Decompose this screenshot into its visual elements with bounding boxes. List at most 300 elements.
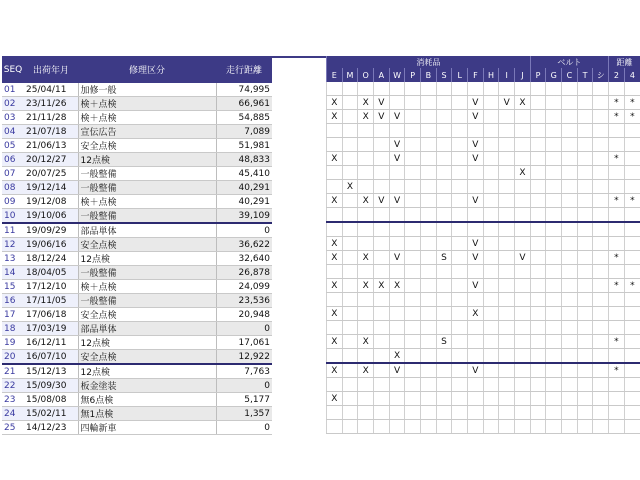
table-row[interactable]	[2, 336, 272, 350]
check-cell	[452, 378, 468, 392]
check-cell	[452, 392, 468, 406]
check-cell	[342, 321, 358, 335]
check-cell	[483, 237, 499, 251]
check-cell: V	[374, 110, 390, 124]
check-cell	[374, 363, 390, 378]
check-cell	[327, 406, 343, 420]
left-header-row	[2, 56, 272, 83]
check-cell	[546, 110, 562, 124]
check-cell	[405, 222, 421, 237]
column-header[interactable]: T	[577, 68, 593, 82]
check-cell: *	[609, 279, 625, 293]
check-cell	[452, 279, 468, 293]
check-cell	[530, 307, 546, 321]
check-cell: V	[389, 194, 405, 208]
check-cell	[593, 237, 609, 251]
check-cell	[421, 251, 437, 265]
check-cell	[389, 124, 405, 138]
check-cell	[609, 237, 625, 251]
check-row	[327, 208, 640, 223]
check-cell	[452, 237, 468, 251]
header-belt: ベルト	[530, 56, 608, 68]
check-cell	[405, 378, 421, 392]
check-cell	[562, 378, 578, 392]
check-cell	[358, 82, 374, 96]
table-row[interactable]	[2, 223, 272, 238]
cell-distance: 12,922	[216, 350, 272, 365]
check-cell	[358, 166, 374, 180]
cell-seq: 12	[2, 238, 24, 252]
check-cell	[358, 321, 374, 335]
check-cell	[358, 237, 374, 251]
check-cell	[374, 180, 390, 194]
column-header[interactable]: 4	[624, 68, 640, 82]
check-cell: X	[327, 392, 343, 406]
column-header[interactable]: P	[405, 68, 421, 82]
check-cell: X	[358, 194, 374, 208]
check-cell	[436, 180, 452, 194]
check-cell	[530, 208, 546, 223]
check-cell	[374, 166, 390, 180]
check-cell	[421, 406, 437, 420]
check-cell	[499, 138, 515, 152]
check-cell	[436, 349, 452, 364]
check-cell	[405, 335, 421, 349]
column-header[interactable]: J	[515, 68, 531, 82]
check-cell	[342, 138, 358, 152]
check-cell	[515, 335, 531, 349]
check-cell	[405, 138, 421, 152]
table-row[interactable]	[2, 393, 272, 407]
cell-seq: 23	[2, 393, 24, 407]
cell-category: 宣伝広告	[78, 125, 216, 139]
right-group-header-row	[327, 56, 640, 68]
check-cell: X	[515, 166, 531, 180]
column-header[interactable]: B	[421, 68, 437, 82]
check-cell	[452, 406, 468, 420]
check-cell	[483, 279, 499, 293]
cell-distance: 5,177	[216, 393, 272, 407]
cell-distance: 17,061	[216, 336, 272, 350]
check-cell	[562, 392, 578, 406]
cell-date: 21/07/18	[24, 125, 78, 139]
check-cell	[405, 349, 421, 364]
check-cell: X	[468, 307, 484, 321]
check-cell: V	[468, 194, 484, 208]
check-cell	[342, 110, 358, 124]
check-cell	[530, 237, 546, 251]
cell-distance: 66,961	[216, 97, 272, 111]
column-header[interactable]: L	[452, 68, 468, 82]
check-cell	[593, 335, 609, 349]
column-header[interactable]: O	[358, 68, 374, 82]
check-cell	[530, 363, 546, 378]
check-cell	[342, 237, 358, 251]
check-cell	[421, 265, 437, 279]
check-cell: X	[358, 279, 374, 293]
check-cell	[530, 378, 546, 392]
check-cell	[562, 110, 578, 124]
check-cell	[374, 378, 390, 392]
table-row[interactable]	[2, 209, 272, 224]
check-cell: *	[609, 96, 625, 110]
check-cell	[389, 420, 405, 434]
check-cell	[452, 251, 468, 265]
check-cell	[546, 378, 562, 392]
check-cell	[436, 152, 452, 166]
check-cell	[389, 406, 405, 420]
check-cell	[358, 208, 374, 223]
check-row	[327, 180, 640, 194]
check-cell	[327, 180, 343, 194]
check-cell: X	[327, 237, 343, 251]
check-cell: V	[468, 110, 484, 124]
check-cell	[546, 251, 562, 265]
table-row[interactable]	[2, 238, 272, 252]
cell-distance: 0	[216, 322, 272, 336]
check-cell	[530, 321, 546, 335]
column-header[interactable]: A	[374, 68, 390, 82]
cell-seq: 14	[2, 266, 24, 280]
check-cell	[421, 194, 437, 208]
check-cell	[499, 293, 515, 307]
table-row[interactable]	[2, 379, 272, 393]
table-row[interactable]	[2, 97, 272, 111]
table-row[interactable]	[2, 280, 272, 294]
check-cell	[609, 307, 625, 321]
check-cell	[327, 208, 343, 223]
check-cell	[499, 279, 515, 293]
table-row[interactable]	[2, 294, 272, 308]
check-cell	[374, 237, 390, 251]
column-header[interactable]: シ	[593, 68, 609, 82]
check-cell	[546, 307, 562, 321]
check-cell	[389, 82, 405, 96]
check-cell	[593, 222, 609, 237]
cell-category: 無1点検	[78, 407, 216, 421]
check-cell	[468, 222, 484, 237]
cell-seq: 04	[2, 125, 24, 139]
check-cell	[593, 420, 609, 434]
check-cell	[374, 349, 390, 364]
check-cell	[562, 349, 578, 364]
check-cell	[483, 321, 499, 335]
column-header[interactable]: H	[483, 68, 499, 82]
check-cell	[389, 378, 405, 392]
check-cell	[483, 194, 499, 208]
table-row[interactable]	[2, 181, 272, 195]
check-cell	[405, 82, 421, 96]
check-cell	[593, 321, 609, 335]
check-cell	[546, 166, 562, 180]
check-cell	[530, 194, 546, 208]
parts-check-table	[326, 56, 640, 434]
table-row[interactable]	[2, 407, 272, 421]
check-cell	[342, 293, 358, 307]
check-cell	[546, 406, 562, 420]
check-cell	[358, 138, 374, 152]
check-cell	[562, 293, 578, 307]
check-cell	[421, 96, 437, 110]
check-cell	[562, 363, 578, 378]
column-header[interactable]: M	[342, 68, 358, 82]
check-cell: V	[468, 138, 484, 152]
check-cell: X	[327, 251, 343, 265]
check-cell: V	[389, 138, 405, 152]
check-cell	[468, 335, 484, 349]
check-cell	[499, 335, 515, 349]
check-cell	[499, 180, 515, 194]
column-header[interactable]: G	[546, 68, 562, 82]
check-cell	[436, 378, 452, 392]
check-cell	[577, 194, 593, 208]
check-cell	[562, 166, 578, 180]
check-cell	[452, 110, 468, 124]
check-cell	[405, 110, 421, 124]
check-cell	[530, 166, 546, 180]
check-cell	[483, 152, 499, 166]
check-row	[327, 279, 640, 293]
check-cell: S	[436, 251, 452, 265]
check-cell	[405, 265, 421, 279]
table-row[interactable]	[2, 364, 272, 379]
check-cell	[609, 124, 625, 138]
check-cell	[546, 420, 562, 434]
check-cell	[452, 349, 468, 364]
check-cell	[546, 349, 562, 364]
column-header[interactable]: F	[468, 68, 484, 82]
check-cell	[562, 208, 578, 223]
cell-seq: 03	[2, 111, 24, 125]
check-cell	[483, 124, 499, 138]
check-cell	[593, 406, 609, 420]
column-header[interactable]: S	[436, 68, 452, 82]
check-cell	[546, 392, 562, 406]
check-cell	[342, 406, 358, 420]
check-cell	[515, 321, 531, 335]
check-cell	[389, 166, 405, 180]
check-cell	[499, 166, 515, 180]
check-cell: X	[327, 96, 343, 110]
check-cell: V	[374, 96, 390, 110]
cell-distance: 39,109	[216, 209, 272, 224]
check-cell	[436, 392, 452, 406]
check-cell	[327, 166, 343, 180]
check-cell	[624, 208, 640, 223]
check-cell	[577, 166, 593, 180]
check-cell	[436, 96, 452, 110]
check-cell	[515, 420, 531, 434]
table-row[interactable]	[2, 111, 272, 125]
check-cell	[624, 363, 640, 378]
check-cell	[562, 222, 578, 237]
check-cell	[342, 96, 358, 110]
header-seq[interactable]: SEQ	[2, 56, 24, 83]
check-cell	[374, 335, 390, 349]
check-cell	[405, 321, 421, 335]
table-row[interactable]	[2, 125, 272, 139]
check-cell	[421, 208, 437, 223]
column-header[interactable]: E	[327, 68, 343, 82]
check-row	[327, 166, 640, 180]
column-header[interactable]: I	[499, 68, 515, 82]
check-cell	[515, 110, 531, 124]
table-row[interactable]	[2, 322, 272, 336]
check-cell	[499, 420, 515, 434]
check-cell	[374, 251, 390, 265]
check-cell	[499, 349, 515, 364]
cell-distance: 40,291	[216, 195, 272, 209]
table-row[interactable]	[2, 252, 272, 266]
column-header[interactable]: W	[389, 68, 405, 82]
table-row[interactable]	[2, 308, 272, 322]
check-cell	[562, 152, 578, 166]
check-cell: V	[468, 363, 484, 378]
table-row[interactable]	[2, 83, 272, 97]
check-cell: *	[609, 110, 625, 124]
table-row[interactable]	[2, 167, 272, 181]
check-cell: X	[358, 363, 374, 378]
check-cell	[577, 124, 593, 138]
cell-seq: 20	[2, 350, 24, 365]
check-cell	[624, 265, 640, 279]
check-cell	[609, 82, 625, 96]
check-row	[327, 363, 640, 378]
check-cell	[593, 265, 609, 279]
check-cell	[577, 335, 593, 349]
check-cell	[358, 406, 374, 420]
cell-seq: 18	[2, 322, 24, 336]
check-cell	[436, 124, 452, 138]
check-cell	[421, 222, 437, 237]
cell-seq: 17	[2, 308, 24, 322]
check-cell	[436, 166, 452, 180]
table-row[interactable]	[2, 266, 272, 280]
check-cell: X	[389, 349, 405, 364]
check-cell	[483, 166, 499, 180]
cell-distance: 40,291	[216, 181, 272, 195]
check-cell	[593, 293, 609, 307]
check-cell	[546, 152, 562, 166]
check-cell	[562, 420, 578, 434]
check-cell	[468, 392, 484, 406]
check-row	[327, 307, 640, 321]
column-header[interactable]: P	[530, 68, 546, 82]
cell-category: 一般整備	[78, 181, 216, 195]
check-cell	[577, 349, 593, 364]
check-cell	[499, 237, 515, 251]
check-cell	[421, 378, 437, 392]
check-cell	[546, 265, 562, 279]
table-row[interactable]	[2, 421, 272, 435]
cell-seq: 22	[2, 379, 24, 393]
header-distance[interactable]: 走行距離	[216, 56, 272, 83]
column-header[interactable]: C	[562, 68, 578, 82]
check-cell	[405, 96, 421, 110]
check-cell: *	[624, 96, 640, 110]
check-cell	[421, 335, 437, 349]
header-distance-group: 距離	[609, 56, 640, 68]
table-row[interactable]	[2, 195, 272, 209]
check-cell	[530, 406, 546, 420]
check-cell: *	[609, 152, 625, 166]
cell-date: 25/04/11	[24, 83, 78, 97]
cell-distance: 74,995	[216, 83, 272, 97]
check-row	[327, 222, 640, 237]
check-cell	[358, 222, 374, 237]
check-cell	[546, 82, 562, 96]
table-row[interactable]	[2, 350, 272, 365]
check-cell	[405, 293, 421, 307]
check-cell: X	[358, 96, 374, 110]
cell-distance: 48,833	[216, 153, 272, 167]
cell-category: 一般整備	[78, 294, 216, 308]
cell-seq: 01	[2, 83, 24, 97]
check-cell: X	[327, 335, 343, 349]
cell-category: 検＋点検	[78, 195, 216, 209]
cell-seq: 15	[2, 280, 24, 294]
table-row[interactable]	[2, 139, 272, 153]
check-cell	[327, 378, 343, 392]
cell-category: 安全点検	[78, 308, 216, 322]
check-row	[327, 82, 640, 96]
check-cell	[436, 307, 452, 321]
check-cell	[405, 208, 421, 223]
cell-category: 無6点検	[78, 393, 216, 407]
check-cell	[483, 96, 499, 110]
cell-seq: 05	[2, 139, 24, 153]
check-cell	[342, 420, 358, 434]
cell-category: 検＋点検	[78, 280, 216, 294]
column-header[interactable]: 2	[609, 68, 625, 82]
check-cell	[452, 124, 468, 138]
cell-seq: 11	[2, 223, 24, 238]
check-cell	[374, 82, 390, 96]
cell-date: 19/12/08	[24, 195, 78, 209]
header-category[interactable]: 修理区分	[78, 56, 216, 83]
cell-distance: 1,357	[216, 407, 272, 421]
check-cell	[515, 194, 531, 208]
check-cell	[546, 124, 562, 138]
check-cell	[421, 82, 437, 96]
check-row	[327, 152, 640, 166]
check-cell	[546, 293, 562, 307]
table-row[interactable]	[2, 153, 272, 167]
check-cell	[515, 349, 531, 364]
check-cell	[530, 251, 546, 265]
check-cell	[389, 293, 405, 307]
check-cell: *	[609, 335, 625, 349]
check-cell	[530, 349, 546, 364]
check-row	[327, 237, 640, 251]
check-cell	[342, 279, 358, 293]
check-cell	[499, 321, 515, 335]
check-cell	[358, 293, 374, 307]
check-cell	[499, 194, 515, 208]
check-cell	[530, 392, 546, 406]
check-row	[327, 335, 640, 349]
check-cell	[624, 321, 640, 335]
check-cell	[342, 349, 358, 364]
check-cell: V	[389, 152, 405, 166]
check-cell	[452, 420, 468, 434]
cell-distance: 54,885	[216, 111, 272, 125]
check-cell	[593, 96, 609, 110]
cell-distance: 0	[216, 421, 272, 435]
check-row	[327, 138, 640, 152]
header-date[interactable]: 出荷年月	[24, 56, 78, 83]
check-cell	[609, 222, 625, 237]
